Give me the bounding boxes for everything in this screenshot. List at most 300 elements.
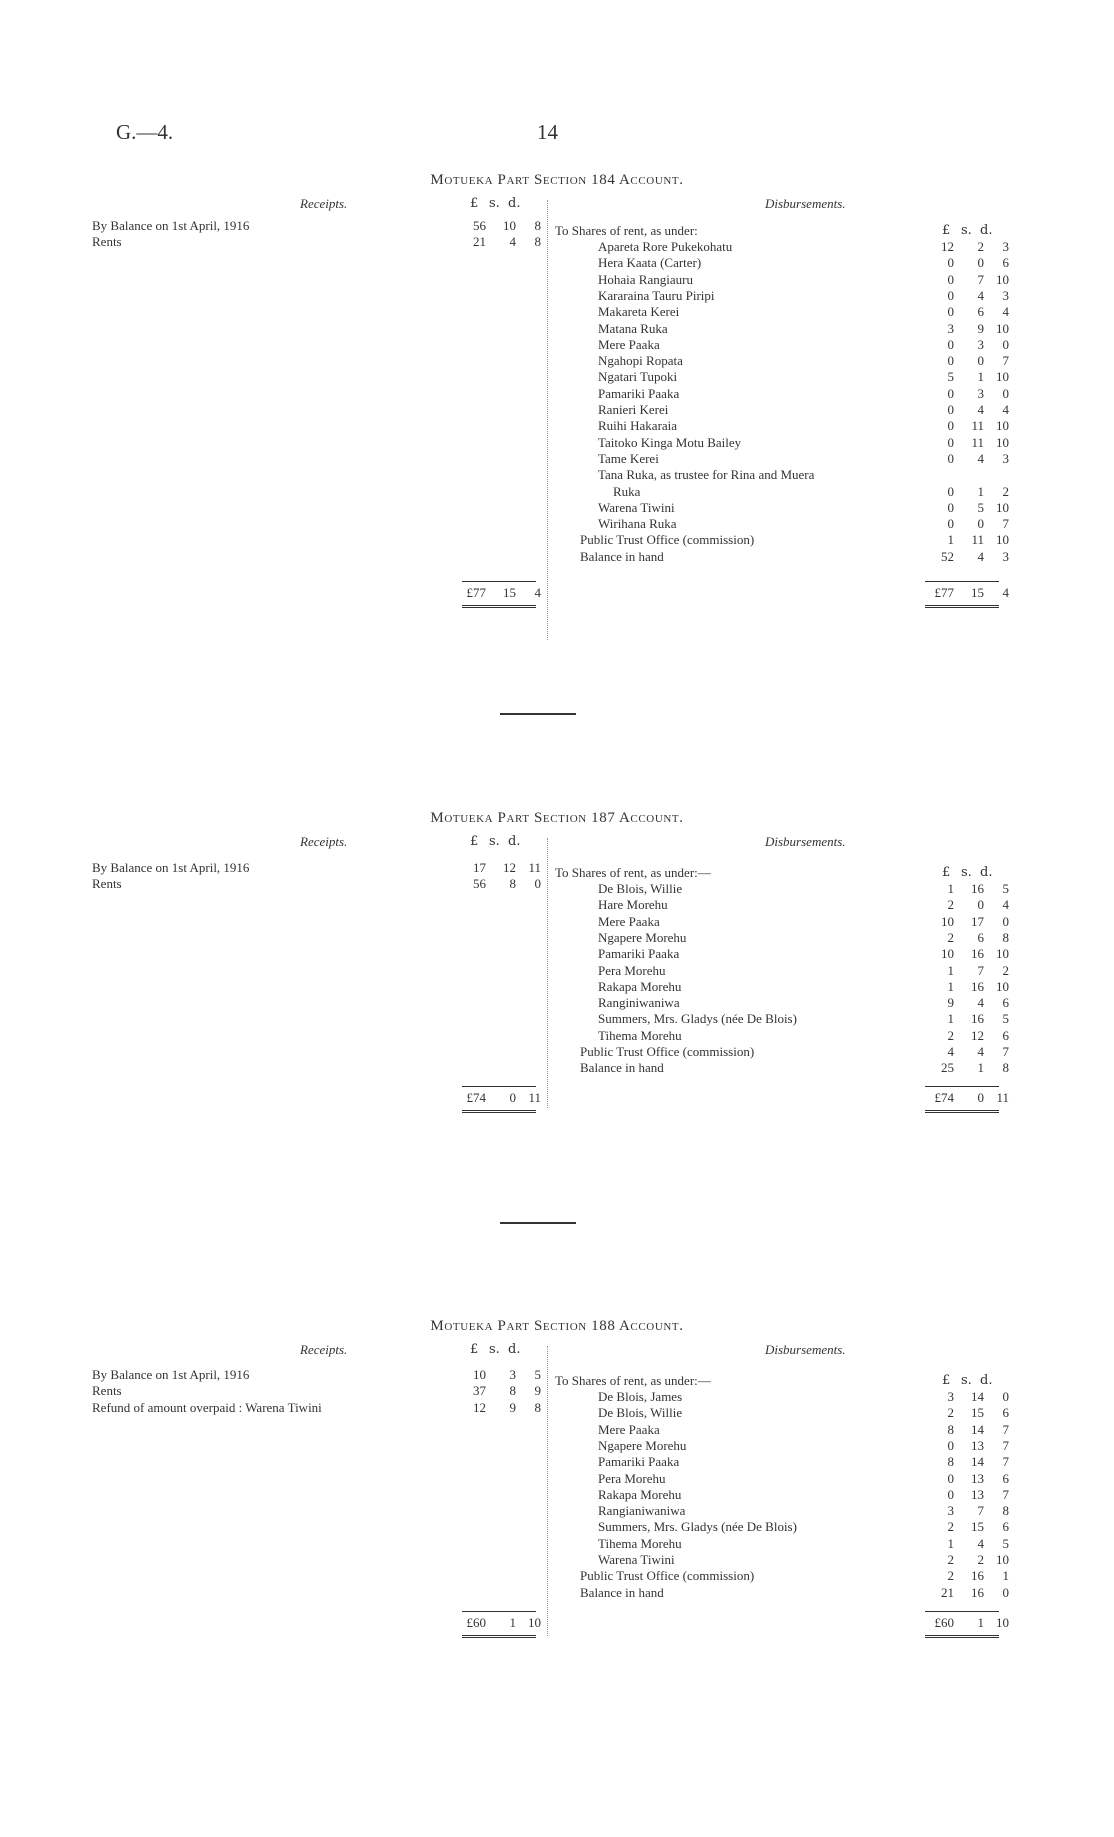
currency-header-pound: £ — [470, 196, 479, 211]
pence-cell: 7 — [1002, 516, 1009, 532]
shillings-cell: 17 — [971, 913, 984, 929]
pounds-cell: 12 — [473, 1399, 486, 1415]
disbursement-label: Ruihi Hakaraia — [598, 418, 678, 434]
section-separator — [500, 1222, 576, 1224]
disbursement-label: Pamariki Paaka — [598, 946, 680, 962]
disbursement-label: Pera Morehu — [598, 1470, 666, 1486]
disbursement-row — [598, 500, 1010, 516]
currency-header-pence: d. — [508, 1342, 521, 1357]
shillings-cell: 4 — [977, 450, 984, 466]
shillings-cell: 9 — [509, 1399, 516, 1415]
pence-cell: 11 — [528, 860, 541, 875]
shillings-cell: 9 — [977, 320, 984, 336]
pounds-cell: 1 — [947, 881, 954, 896]
receipts-total — [92, 1090, 542, 1106]
disbursement-label: Summers, Mrs. Gladys (née De Blois) — [598, 1519, 797, 1535]
pounds-cell: 0 — [947, 336, 954, 352]
pounds-cell: £77 — [934, 585, 954, 600]
receipts-heading: Receipts. — [300, 1342, 348, 1357]
disbursement-row — [580, 532, 1010, 548]
document-reference: G.—4. — [116, 120, 174, 144]
disbursements-total-rule — [925, 1086, 999, 1087]
pence-cell: 6 — [1002, 1519, 1009, 1535]
pence-cell: 9 — [534, 1383, 541, 1399]
disbursements-heading: Disbursements. — [765, 196, 846, 211]
pence-cell: 6 — [1002, 255, 1009, 271]
pence-cell: 11 — [996, 1090, 1009, 1105]
disbursements-heading: Disbursements. — [765, 834, 846, 849]
shillings-cell: 4 — [977, 548, 984, 564]
pence-cell: 8 — [1002, 1503, 1009, 1519]
disb-currency-header-shill: s. — [961, 865, 972, 880]
pence-cell: 10 — [996, 320, 1009, 336]
disbursement-label: Ngatari Tupoki — [598, 369, 678, 385]
disb-currency-header-pound: £ — [942, 223, 951, 238]
receipt-label: By Balance on 1st April, 1916 — [92, 1367, 250, 1382]
disbursement-label: Wirihana Ruka — [598, 516, 677, 532]
pounds-cell: 0 — [947, 483, 954, 499]
pounds-cell: 10 — [941, 913, 954, 929]
disbursement-row — [598, 353, 1010, 369]
disb-currency-header-pound: £ — [942, 1373, 951, 1388]
disbursement-row — [580, 1060, 1010, 1076]
shillings-cell: 16 — [971, 1584, 984, 1600]
shillings-cell: 11 — [971, 418, 984, 434]
pounds-cell: 4 — [947, 1044, 954, 1059]
shillings-cell: 2 — [977, 239, 984, 254]
shillings-cell: 16 — [971, 1568, 984, 1584]
disbursement-label: Hare Morehu — [598, 897, 668, 913]
disbursement-row — [598, 897, 1010, 913]
pence-cell: 11 — [528, 1090, 541, 1105]
pounds-cell: 2 — [947, 1519, 954, 1535]
pounds-cell: 52 — [941, 548, 954, 564]
shillings-cell: 1 — [977, 369, 984, 385]
disbursement-row — [598, 321, 1010, 337]
pence-cell: 0 — [534, 876, 541, 892]
pence-cell: 4 — [534, 585, 541, 600]
pence-cell: 5 — [1002, 1011, 1009, 1027]
pounds-cell: 2 — [947, 1568, 954, 1584]
receipts-total — [92, 1615, 542, 1631]
disbursement-row — [598, 1389, 1010, 1405]
shillings-cell: 1 — [977, 1060, 984, 1076]
disbursement-row — [580, 1568, 1010, 1584]
disbursement-label: Tihema Morehu — [598, 1027, 682, 1043]
shillings-cell: 16 — [971, 978, 984, 994]
pounds-cell: 0 — [947, 255, 954, 271]
pence-cell: 10 — [996, 434, 1009, 450]
pounds-cell: 3 — [947, 1389, 954, 1404]
disbursement-label: Rakapa Morehu — [598, 978, 682, 994]
shillings-cell: 14 — [971, 1389, 984, 1404]
disbursement-label: Ngapere Morehu — [598, 1437, 687, 1453]
shillings-cell: 4 — [977, 1044, 984, 1059]
receipts-double-rule — [462, 605, 536, 608]
disbursement-label: Tame Kerei — [598, 450, 659, 466]
shillings-cell: 16 — [971, 1011, 984, 1027]
currency-header-shill: s. — [489, 196, 500, 211]
pounds-cell: 17 — [473, 860, 486, 875]
section-separator — [500, 713, 576, 715]
disbursement-label: Public Trust Office (commission) — [580, 1044, 755, 1059]
disbursement-row — [598, 516, 1010, 532]
pounds-cell: 12 — [941, 239, 954, 254]
currency-header-pence: d. — [508, 196, 521, 211]
pence-cell: 7 — [1002, 353, 1009, 369]
disbursement-row — [598, 1011, 1010, 1027]
pounds-cell: £60 — [466, 1615, 486, 1630]
shillings-cell: 1 — [977, 483, 984, 499]
pounds-cell: 0 — [947, 516, 954, 532]
disbursement-label: Hohaia Rangiauru — [598, 271, 693, 287]
pence-cell: 6 — [1002, 1405, 1009, 1421]
page-number: 14 — [537, 120, 558, 144]
disbursement-intro-label: To Shares of rent, as under:— — [555, 865, 711, 880]
disbursement-label: Mere Paaka — [598, 913, 660, 929]
pounds-cell: 0 — [947, 385, 954, 401]
pence-cell: 10 — [996, 946, 1009, 962]
disbursements-double-rule — [925, 605, 999, 608]
shillings-cell: 0 — [977, 353, 984, 369]
disbursement-row — [598, 467, 1010, 483]
pounds-cell: 10 — [941, 946, 954, 962]
shillings-cell: 12 — [503, 860, 516, 875]
pence-cell: 3 — [1002, 239, 1009, 254]
shillings-cell: 7 — [977, 962, 984, 978]
pounds-cell: 3 — [947, 320, 954, 336]
shillings-cell: 12 — [971, 1027, 984, 1043]
shillings-cell: 6 — [977, 304, 984, 320]
receipts-heading: Receipts. — [300, 834, 348, 849]
pence-cell: 0 — [1002, 913, 1009, 929]
disbursements-total-rule — [925, 581, 999, 582]
disbursement-row — [598, 1536, 1010, 1552]
account-section — [0, 1318, 1114, 1818]
pence-cell: 5 — [1002, 1535, 1009, 1551]
pounds-cell: 21 — [473, 234, 486, 250]
receipts-total-rule — [462, 1611, 536, 1612]
receipt-row — [92, 876, 542, 892]
disbursement-row — [598, 386, 1010, 402]
disbursement-label: De Blois, Willie — [598, 881, 683, 896]
pence-cell: 10 — [996, 1615, 1009, 1630]
disbursement-row — [598, 451, 1010, 467]
currency-header-shill: s. — [489, 834, 500, 849]
disbursement-label: Matana Ruka — [598, 320, 668, 336]
shillings-cell: 3 — [977, 336, 984, 352]
pence-cell: 7 — [1002, 1044, 1009, 1059]
disbursements-double-rule — [925, 1635, 999, 1638]
disbursement-row — [598, 1471, 1010, 1487]
shillings-cell: 5 — [977, 499, 984, 515]
disbursement-label: Ranginiwaniwa — [598, 995, 680, 1011]
disbursement-label: Warena Tiwini — [598, 1552, 675, 1567]
currency-header-pound: £ — [470, 1342, 479, 1357]
shillings-cell: 2 — [977, 1552, 984, 1567]
pence-cell: 10 — [528, 1615, 541, 1630]
shillings-cell: 7 — [977, 1503, 984, 1519]
shillings-cell: 0 — [977, 255, 984, 271]
pence-cell: 2 — [1002, 962, 1009, 978]
disbursement-row — [598, 337, 1010, 353]
pence-cell: 6 — [1002, 995, 1009, 1011]
shillings-cell: 4 — [509, 234, 516, 250]
receipt-row — [92, 1400, 542, 1416]
receipt-row — [92, 1367, 542, 1383]
receipt-label: By Balance on 1st April, 1916 — [92, 218, 250, 233]
disbursements-total-rule — [925, 1611, 999, 1612]
shillings-cell: 0 — [977, 516, 984, 532]
disbursement-row — [598, 402, 1010, 418]
disbursement-row — [598, 1519, 1010, 1535]
currency-header-shill: s. — [489, 1342, 500, 1357]
disbursement-intro-label: To Shares of rent, as under: — [555, 223, 698, 238]
disbursement-row — [598, 963, 1010, 979]
disbursement-label: Public Trust Office (commission) — [580, 532, 755, 548]
pounds-cell: 2 — [947, 929, 954, 945]
disbursement-row — [598, 304, 1010, 320]
shillings-cell: 0 — [977, 897, 984, 913]
pounds-cell: 2 — [947, 1027, 954, 1043]
shillings-cell: 16 — [971, 946, 984, 962]
pounds-cell: 2 — [947, 1405, 954, 1421]
pence-cell: 0 — [1002, 336, 1009, 352]
receipt-label: Rents — [92, 876, 122, 892]
pounds-cell: 0 — [947, 287, 954, 303]
pence-cell: 3 — [1002, 450, 1009, 466]
pence-cell: 0 — [1002, 385, 1009, 401]
pounds-cell: 3 — [947, 1503, 954, 1519]
receipts-total-rule — [462, 1086, 536, 1087]
disbursement-label: Pera Morehu — [598, 962, 666, 978]
disb-currency-header-pence: d. — [980, 1373, 993, 1388]
shillings-cell: 6 — [977, 929, 984, 945]
shillings-cell: 4 — [977, 995, 984, 1011]
pounds-cell: 1 — [947, 962, 954, 978]
disbursement-label: Mere Paaka — [598, 336, 660, 352]
disbursement-label: Public Trust Office (commission) — [580, 1568, 755, 1584]
disbursement-label: Pamariki Paaka — [598, 385, 680, 401]
pence-cell: 8 — [1002, 929, 1009, 945]
pounds-cell: 0 — [947, 1470, 954, 1486]
receipt-row — [92, 234, 542, 250]
disb-currency-header-pence: d. — [980, 223, 993, 238]
shillings-cell: 3 — [977, 385, 984, 401]
disbursement-row — [598, 995, 1010, 1011]
shillings-cell: 4 — [977, 287, 984, 303]
shillings-cell: 7 — [977, 271, 984, 287]
receipt-row — [92, 218, 542, 234]
pence-cell: 4 — [1002, 897, 1009, 913]
shillings-cell: 1 — [977, 1615, 984, 1630]
disbursement-label: Rangianiwaniwa — [598, 1503, 686, 1519]
disbursements-total — [580, 1090, 1010, 1106]
disbursement-row — [598, 255, 1010, 271]
shillings-cell: 15 — [503, 585, 516, 600]
disbursement-label: De Blois, Willie — [598, 1405, 683, 1421]
column-divider — [547, 1346, 548, 1636]
disbursement-label: Pamariki Paaka — [598, 1454, 680, 1470]
pounds-cell: £74 — [934, 1090, 954, 1105]
disbursement-row — [598, 369, 1010, 385]
account-title: Motueka Part Section 187 Account. — [430, 810, 684, 826]
account-section — [0, 172, 1114, 672]
pounds-cell: 0 — [947, 499, 954, 515]
disbursements-heading: Disbursements. — [765, 1342, 846, 1357]
disbursement-row — [598, 1503, 1010, 1519]
disb-currency-header-pence: d. — [980, 865, 993, 880]
disbursement-label: Summers, Mrs. Gladys (née De Blois) — [598, 1011, 797, 1027]
pounds-cell: 9 — [947, 995, 954, 1011]
pounds-cell: 0 — [947, 1437, 954, 1453]
receipts-double-rule — [462, 1635, 536, 1638]
disbursement-label: Ngahopi Ropata — [598, 353, 683, 369]
pounds-cell: 1 — [947, 532, 954, 548]
disbursement-row — [598, 930, 1010, 946]
pounds-cell: £74 — [466, 1090, 486, 1105]
receipts-heading: Receipts. — [300, 196, 348, 211]
account-title: Motueka Part Section 188 Account. — [430, 1318, 684, 1334]
column-divider — [547, 838, 548, 1108]
pounds-cell: 2 — [947, 897, 954, 913]
disbursement-row — [598, 1422, 1010, 1438]
disbursements-double-rule — [925, 1110, 999, 1113]
account-title: Motueka Part Section 184 Account. — [430, 172, 684, 188]
shillings-cell: 3 — [509, 1367, 516, 1382]
disbursement-label: Taitoko Kinga Motu Bailey — [598, 434, 742, 450]
shillings-cell: 16 — [971, 881, 984, 896]
disbursements-total — [580, 585, 1010, 601]
receipts-total-rule — [462, 581, 536, 582]
pence-cell: 4 — [1002, 585, 1009, 600]
pence-cell: 5 — [534, 1367, 541, 1382]
pence-cell: 7 — [1002, 1421, 1009, 1437]
receipts-double-rule — [462, 1110, 536, 1113]
pence-cell: 2 — [1002, 483, 1009, 499]
disbursement-row — [598, 1405, 1010, 1421]
receipt-label: Rents — [92, 234, 122, 250]
disbursement-label: Hera Kaata (Carter) — [598, 255, 702, 271]
shillings-cell: 13 — [971, 1437, 984, 1453]
disbursement-label: Ngapere Morehu — [598, 929, 687, 945]
receipt-label: Rents — [92, 1383, 122, 1399]
shillings-cell: 4 — [977, 402, 984, 417]
account-section — [0, 810, 1114, 1310]
currency-header-pence: d. — [508, 834, 521, 849]
shillings-cell: 14 — [971, 1421, 984, 1437]
pounds-cell: 25 — [941, 1060, 954, 1076]
shillings-cell: 15 — [971, 1519, 984, 1535]
disbursement-row — [598, 239, 1010, 255]
pounds-cell: 0 — [947, 353, 954, 369]
disbursement-label: Kararaina Tauru Piripi — [598, 287, 715, 303]
pounds-cell: 0 — [947, 434, 954, 450]
shillings-cell: 8 — [509, 1383, 516, 1399]
pence-cell: 0 — [1002, 1584, 1009, 1600]
receipts-total — [92, 585, 542, 601]
pence-cell: 0 — [1002, 1389, 1009, 1404]
shillings-cell: 13 — [971, 1470, 984, 1486]
pence-cell: 10 — [996, 978, 1009, 994]
disbursement-row — [598, 435, 1010, 451]
pence-cell: 3 — [1002, 287, 1009, 303]
pence-cell: 8 — [534, 234, 541, 250]
disbursement-label: Makareta Kerei — [598, 304, 680, 320]
pence-cell: 6 — [1002, 1027, 1009, 1043]
pence-cell: 7 — [1002, 1437, 1009, 1453]
disbursements-total — [580, 1615, 1010, 1631]
disbursement-label: Rakapa Morehu — [598, 1486, 682, 1502]
pounds-cell: 0 — [947, 450, 954, 466]
receipt-row — [92, 860, 542, 876]
receipt-label: Refund of amount overpaid : Warena Tiwini — [92, 1399, 322, 1415]
disbursement-intro-label: To Shares of rent, as under:— — [555, 1373, 711, 1388]
disbursement-label: Apareta Rore Pukekohatu — [598, 239, 733, 254]
disbursement-label: Ruka — [613, 483, 641, 499]
disbursement-row — [598, 946, 1010, 962]
pounds-cell: £77 — [466, 585, 486, 600]
pence-cell: 7 — [1002, 1454, 1009, 1470]
disbursement-row — [580, 1044, 1010, 1060]
pounds-cell: 0 — [947, 271, 954, 287]
pounds-cell: 56 — [473, 876, 486, 892]
pence-cell: 10 — [996, 271, 1009, 287]
pounds-cell: 8 — [947, 1454, 954, 1470]
pence-cell: 3 — [1002, 548, 1009, 564]
pence-cell: 1 — [1002, 1568, 1009, 1584]
pounds-cell: 5 — [947, 369, 954, 385]
pounds-cell: 1 — [947, 978, 954, 994]
pounds-cell: 0 — [947, 402, 954, 417]
pence-cell: 4 — [1002, 402, 1009, 417]
disbursement-row — [598, 881, 1010, 897]
shillings-cell: 15 — [971, 1405, 984, 1421]
pounds-cell: £60 — [934, 1615, 954, 1630]
pence-cell: 5 — [1002, 881, 1009, 896]
disbursement-row — [580, 1585, 1010, 1601]
shillings-cell: 11 — [971, 434, 984, 450]
pence-cell: 10 — [996, 369, 1009, 385]
disbursement-label: Warena Tiwini — [598, 499, 675, 515]
disbursement-row — [598, 1454, 1010, 1470]
disb-currency-header-shill: s. — [961, 223, 972, 238]
pounds-cell: 0 — [947, 1486, 954, 1502]
pounds-cell: 1 — [947, 1535, 954, 1551]
currency-header-pound: £ — [470, 834, 479, 849]
pounds-cell: 21 — [941, 1584, 954, 1600]
disbursement-row — [598, 1438, 1010, 1454]
pence-cell: 4 — [1002, 304, 1009, 320]
pounds-cell: 56 — [473, 218, 486, 233]
column-divider — [547, 200, 548, 640]
shillings-cell: 0 — [977, 1090, 984, 1105]
disbursement-row — [598, 1028, 1010, 1044]
pounds-cell: 2 — [947, 1552, 954, 1567]
pounds-cell: 0 — [947, 304, 954, 320]
disb-currency-header-shill: s. — [961, 1373, 972, 1388]
pounds-cell: 10 — [473, 1367, 486, 1382]
disbursement-row — [598, 1552, 1010, 1568]
pence-cell: 10 — [996, 532, 1009, 548]
disbursement-label: Mere Paaka — [598, 1421, 660, 1437]
disbursement-label: Balance in hand — [580, 1584, 664, 1600]
disbursement-row — [598, 914, 1010, 930]
receipt-row — [92, 1383, 542, 1399]
shillings-cell: 11 — [971, 532, 984, 548]
disb-currency-header-pound: £ — [942, 865, 951, 880]
disbursement-row — [613, 484, 1010, 500]
